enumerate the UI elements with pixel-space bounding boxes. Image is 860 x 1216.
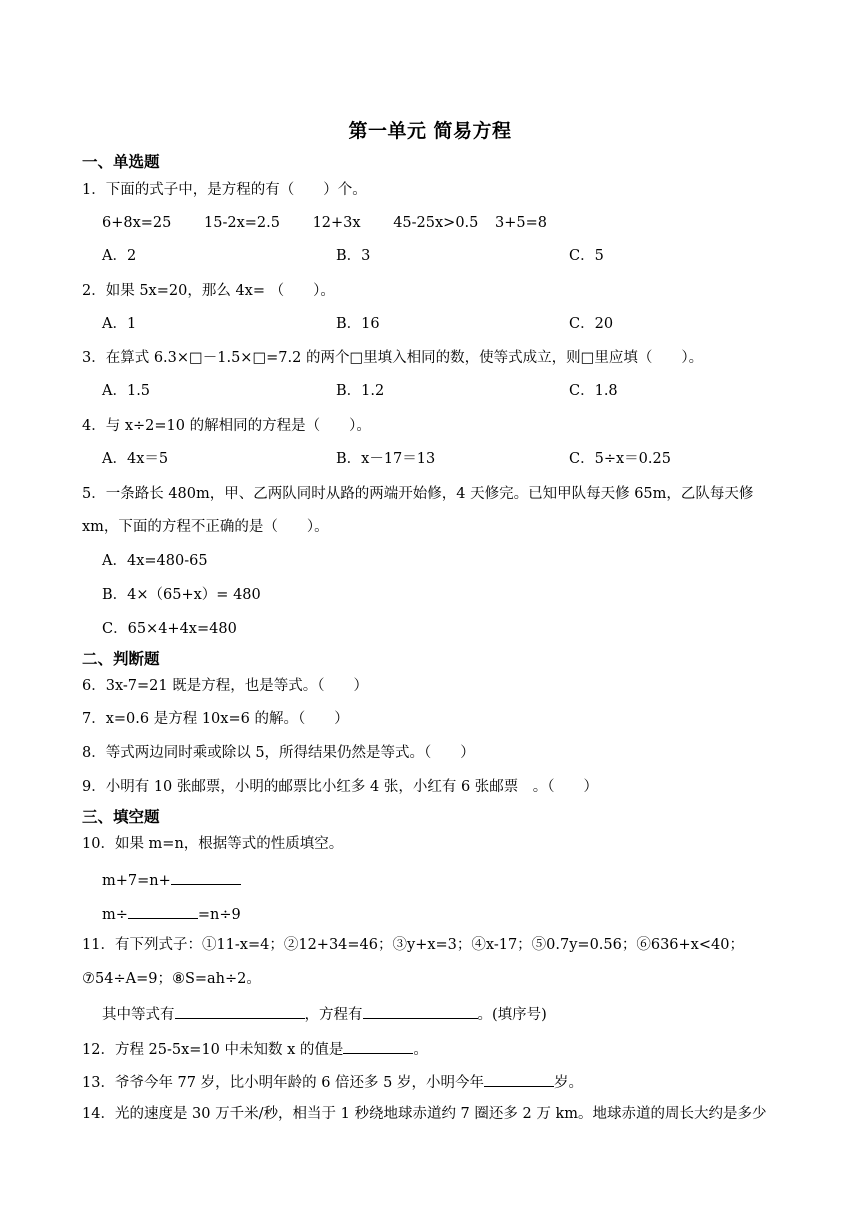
question-5-stem-line-1: 5．一条路长 480m，甲、乙两队同时从路的两端开始修，4 天修完。已知甲队每天修 65m，乙队每天修: [82, 486, 754, 502]
question-11-line-3: [102, 1002, 547, 1025]
question-5-stem-line-2: xm，下面的方程不正确的是（ ）。: [82, 519, 329, 535]
question-11-line-1: 11．有下列式子：①11-x=4；②12+34=46；③y+x=3；④x-17；⑤0.7y=0.56；⑥636+x<40；: [82, 937, 744, 953]
question-4-option-c: C．5÷x＝0.25: [569, 451, 671, 467]
answer-blank[interactable]: [484, 1070, 554, 1087]
question-2-option-b: B．16: [336, 316, 380, 332]
question-5-option-c: C．65×4+4x=480: [102, 621, 237, 637]
answer-blank[interactable]: [128, 902, 198, 919]
equation-text: m+7=n+: [102, 873, 171, 889]
question-3-stem: 3．在算式 6.3×□－1.5×□=7.2 的两个□里填入相同的数，使等式成立，则□里应填（ ）。: [82, 350, 704, 366]
page-title: 第一单元 简易方程: [348, 120, 512, 142]
question-9: 9．小明有 10 张邮票，小明的邮票比小红多 4 张，小红有 6 张邮票 。（ ）: [82, 779, 599, 795]
question-5-option-a: A．4x=480-65: [102, 553, 208, 569]
question-3-option-a: A．1.5: [102, 383, 151, 399]
question-6: 6．3x-7=21 既是方程，也是等式。（ ）: [82, 678, 368, 694]
expression: 6+8x=25: [102, 215, 172, 231]
question-1-expressions: [102, 213, 547, 233]
expression: 3+5=8: [495, 215, 547, 231]
answer-blank[interactable]: [343, 1037, 413, 1054]
question-2-stem: 2．如果 5x=20，那么 4x= （ ）。: [82, 283, 335, 299]
question-13: [82, 1070, 583, 1093]
question-1-option-b: B．3: [336, 248, 371, 264]
question-4-option-b: B．x－17＝13: [336, 451, 436, 467]
question-4-option-a: A．4x＝5: [102, 451, 169, 467]
question-7: 7．x=0.6 是方程 10x=6 的解。（ ）: [82, 711, 349, 727]
question-11-line-2: ⑦54÷A=9；⑧S=ah÷2。: [82, 971, 261, 987]
question-text: 12．方程 25-5x=10 中未知数 x 的值是: [82, 1042, 344, 1058]
expression: 12+3x: [312, 215, 361, 231]
expression: 45-25x>0.5: [393, 215, 479, 231]
question-2-option-c: C．20: [569, 316, 614, 332]
question-3-option-b: B．1.2: [336, 383, 385, 399]
question-1-stem: 1．下面的式子中，是方程的有（ ）个。: [82, 182, 367, 198]
question-8: 8．等式两边同时乘或除以 5，所得结果仍然是等式。（ ）: [82, 745, 475, 761]
prompt-text: 。(填序号): [477, 1007, 547, 1023]
question-10-line-2: [102, 902, 241, 925]
answer-blank-equations-2[interactable]: [363, 1002, 478, 1019]
question-text: 岁。: [554, 1075, 584, 1091]
prompt-text: 其中等式有: [102, 1007, 175, 1023]
section-heading-single-choice: 一、单选题: [82, 153, 160, 171]
prompt-text: ，方程有: [304, 1007, 363, 1023]
equation-text: m÷: [102, 907, 128, 923]
question-10-line-1: [102, 868, 241, 891]
question-1-option-a: A．2: [102, 248, 137, 264]
question-2-option-a: A．1: [102, 316, 137, 332]
section-heading-fill-blank: 三、填空题: [82, 808, 160, 826]
answer-blank[interactable]: [171, 868, 241, 885]
question-1-option-c: C．5: [569, 248, 604, 264]
question-5-option-b: B．4×（65+x）= 480: [102, 587, 261, 603]
question-4-stem: 4．与 x÷2=10 的解相同的方程是（ ）。: [82, 418, 371, 434]
question-text: 13．爷爷今年 77 岁，比小明年龄的 6 倍还多 5 岁，小明今年: [82, 1075, 485, 1091]
section-heading-true-false: 二、判断题: [82, 650, 160, 668]
question-text: 。: [413, 1042, 428, 1058]
answer-blank-equations[interactable]: [175, 1002, 305, 1019]
question-12: [82, 1037, 428, 1060]
expression: 15-2x=2.5: [204, 215, 280, 231]
question-10-stem: 10．如果 m=n，根据等式的性质填空。: [82, 836, 344, 852]
question-14: 14．光的速度是 30 万千米/秒，相当于 1 秒绕地球赤道约 7 圈还多 2 万 km。地球赤道的周长大约是多少: [82, 1106, 767, 1122]
equation-text: =n÷9: [197, 907, 241, 923]
question-3-option-c: C．1.8: [569, 383, 618, 399]
